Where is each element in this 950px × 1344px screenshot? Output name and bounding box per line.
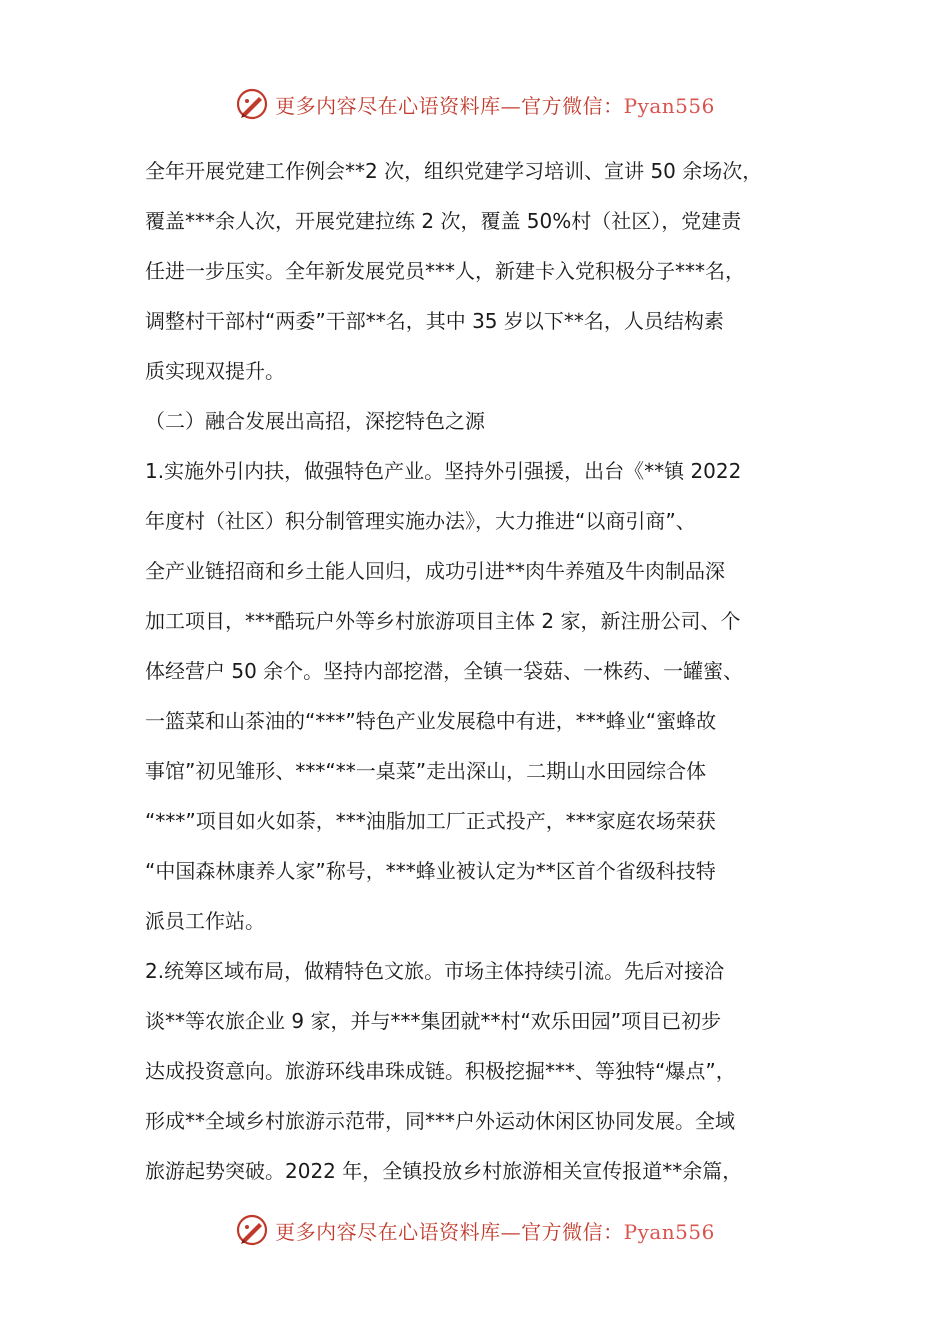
text-line: 派员工作站。: [145, 909, 265, 933]
footer-banner: [0, 1210, 950, 1250]
text-line: 任进一步压实。全年新发展党员***人，新建卡入党积极分子***名，: [145, 259, 745, 283]
text-line: （二）融合发展出高招，深挖特色之源: [145, 409, 485, 433]
banner-content: [235, 87, 715, 121]
text-line: “***”项目如火如荼，***油脂加工厂正式投产，***家庭农场荣获: [145, 809, 716, 833]
text-line: 调整村干部村“两委”干部**名，其中 35 岁以下**名，人员结构素: [145, 309, 724, 333]
banner-main-text: 更多内容尽在心语资料库—官方微信：: [275, 1219, 624, 1244]
text-line: 全产业链招商和乡土能人回归，成功引进**肉牛养殖及牛肉制品深: [145, 559, 725, 583]
text-line: 一篮菜和山茶油的“***”特色产业发展稳中有进，***蜂业“蜜蜂故: [145, 709, 717, 733]
text-line: 年度村（社区）积分制管理实施办法》，大力推进“以商引商”、: [145, 509, 696, 533]
text-line: “中国森林康养人家”称号，***蜂业被认定为**区首个省级科技特: [145, 859, 716, 883]
text-line: 2.统筹区域布局，做精特色文旅。市场主体持续引流。先后对接洽: [145, 959, 725, 983]
pen-logo-icon: [235, 1213, 269, 1247]
banner-content: [235, 1213, 715, 1247]
banner-wechat-id: Pyan556: [623, 93, 715, 118]
text-line: 加工项目，***酷玩户外等乡村旅游项目主体 2 家，新注册公司、个: [145, 609, 741, 633]
text-line: 体经营户 50 余个。坚持内部挖潜，全镇一袋菇、一株药、一罐蜜、: [145, 659, 744, 683]
text-line: 1.实施外引内扶，做强特色产业。坚持外引强援，出台《**镇 2022: [145, 459, 742, 483]
text-line: 谈**等农旅企业 9 家，并与***集团就**村“欢乐田园”项目已初步: [145, 1009, 722, 1033]
header-banner: [0, 84, 950, 124]
banner-wechat-id: Pyan556: [623, 1219, 715, 1244]
document-body: [145, 146, 815, 1196]
text-line: 达成投资意向。旅游环线串珠成链。积极挖掘***、等独特“爆点”，: [145, 1059, 736, 1083]
text-line: 质实现双提升。: [145, 359, 285, 383]
text-line: 事馆”初见雏形、***“**一桌菜”走出深山，二期山水田园综合体: [145, 759, 707, 783]
text-line: 覆盖***余人次，开展党建拉练 2 次，覆盖 50%村（社区），党建责: [145, 209, 742, 233]
banner-text: [275, 1216, 715, 1245]
text-line: 全年开展党建工作例会**2 次，组织党建学习培训、宣讲 50 余场次，: [145, 159, 763, 183]
text-line: 形成**全域乡村旅游示范带，同***户外运动休闲区协同发展。全域: [145, 1109, 735, 1133]
text-line: 旅游起势突破。2022 年，全镇投放乡村旅游相关宣传报道**余篇，: [145, 1159, 743, 1183]
banner-main-text: 更多内容尽在心语资料库—官方微信：: [275, 93, 624, 118]
banner-text: [275, 90, 715, 119]
pen-logo-icon: [235, 87, 269, 121]
